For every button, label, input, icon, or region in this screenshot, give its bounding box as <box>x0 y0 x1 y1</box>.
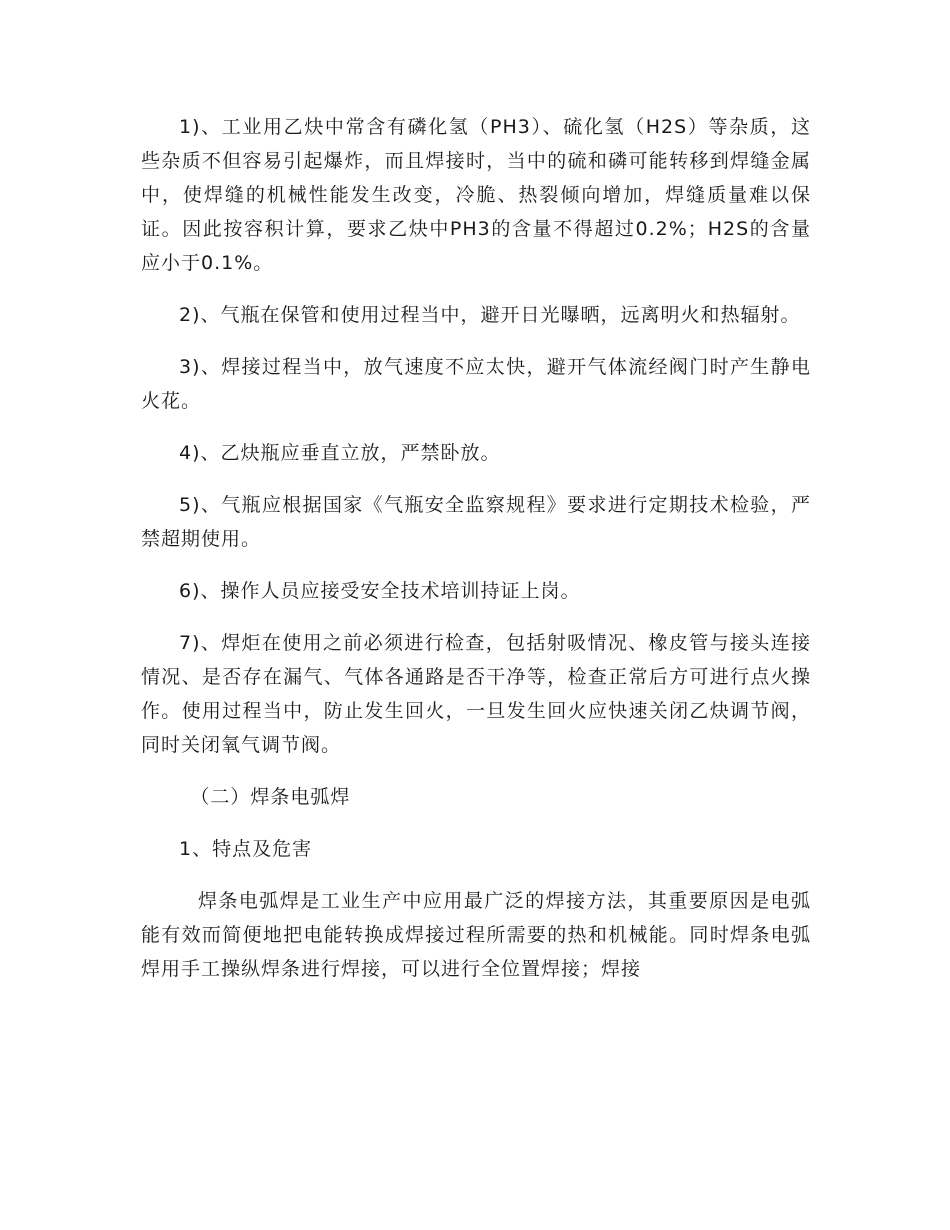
paragraph-5: 5)、气瓶应根据国家《气瓶安全监察规程》要求进行定期技术检验，严禁超期使用。 <box>141 494 811 550</box>
section-heading: （二）焊条电弧焊 <box>190 786 351 808</box>
paragraph-3: 3)、焊接过程当中，放气速度不应太快，避开气体流经阀门时产生静电火花。 <box>141 356 811 412</box>
subsection-heading: 1、特点及危害 <box>179 838 313 860</box>
body-paragraph: 焊条电弧焊是工业生产中应用最广泛的焊接方法，其重要原因是电弧能有效而简便地把电能转换成焊接过程所需要的热和机械能。同时焊条电弧焊用手工操纵焊条进行焊接，可以进行全位置焊接；焊接 <box>141 890 811 980</box>
document-content <box>141 110 811 1004</box>
paragraph-4: 4)、乙炔瓶应垂直立放，严禁卧放。 <box>179 442 501 464</box>
paragraph-7: 7)、焊炬在使用之前必须进行检查，包括射吸情况、橡皮管与接头连接情况、是否存在漏气、气体各通路是否干净等，检查正常后方可进行点火操作。使用过程当中，防止发生回火，一旦发生回火应快速关闭乙炔调节阀，同时关闭氧气调节阀。 <box>141 632 811 756</box>
paragraph-2: 2)、气瓶在保管和使用过程当中，避开日光曝晒，远离明火和热辐射。 <box>179 304 801 326</box>
paragraph-1: 1)、工业用乙炔中常含有磷化氢（PH3）、硫化氢（H2S）等杂质，这些杂质不但容易引起爆炸，而且焊接时，当中的硫和磷可能转移到焊缝金属中，使焊缝的机械性能发生改变，冷脆、热裂倾向增加，焊缝质量难以保证。因此按容积计算，要求乙炔中PH3的含量不得超过0.2%；H2S的含量应小于0.1%。 <box>141 116 811 274</box>
paragraph-6: 6)、操作人员应接受安全技术培训持证上岗。 <box>179 580 581 602</box>
